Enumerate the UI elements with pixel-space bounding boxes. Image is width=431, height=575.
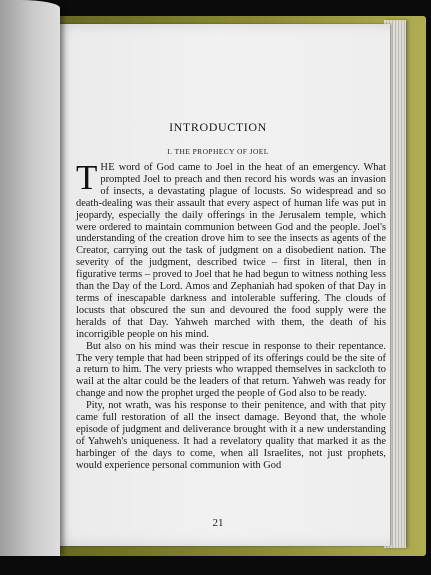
paragraph bbox=[76, 158, 386, 341]
page-number: 21 bbox=[212, 517, 224, 529]
facing-page-edge bbox=[0, 0, 60, 556]
book-page bbox=[46, 24, 390, 546]
first-word: HE bbox=[100, 162, 115, 173]
paragraph: But also on his mind was their rescue in response to their repentance. The very temple that had been stripped of its offerings could be the site of a return to him. The very priests who wrapped themselves in sackcloth to wail at the altar could be the leaders of that return. Yahweh was ready for change and now the prophet urged the people of God also to be ready. bbox=[76, 340, 386, 400]
paragraph: Pity, not wrath, was his response to their penitence, and with that pity came full restoration of all the insect damage. Beyond that, the whole episode of judgment and deliverance brought with it a new understanding of Yahweh's uniqueness. It had a revelatory quality that marked it as the harbinger of the days to come, when all Israelites, not just prophets, would experience personal communion with God bbox=[76, 400, 386, 471]
drop-cap: T bbox=[76, 158, 98, 197]
body-text bbox=[76, 158, 386, 472]
paragraph-text: word of God came to Joel in the heat of an emergency. What prompted Joel to preach and then record his words was an invasion of insects, a devastating plague of locusts. So widespread and so death-dealing was their assault that every aspect of human life was put in jeopardy, especially the daily offerings in the Jerusalem temple, which were ordered to maintain communion between God and the people. Joel's understanding of the creation drove him to see the insects as agents of the Creator, carrying out the task of judgment on a disobedient nation. The severity of the judgment, described twice – first in literal, then in figurative terms – proved to Joel that he had begun to witness nothing less than the Day of the Lord. Amos and Zephaniah had spoken of that Day in terms of inescapable darkness and intolerable suffering. The clouds of locusts that obscured the sun and devoured the food supply were the heralds of that Day. Yahweh marched with them, the death of his incorrigible people on his mind. bbox=[76, 162, 386, 340]
section-subheading: I. THE PROPHECY OF JOEL bbox=[167, 147, 269, 156]
page-heading: INTRODUCTION bbox=[169, 120, 267, 134]
